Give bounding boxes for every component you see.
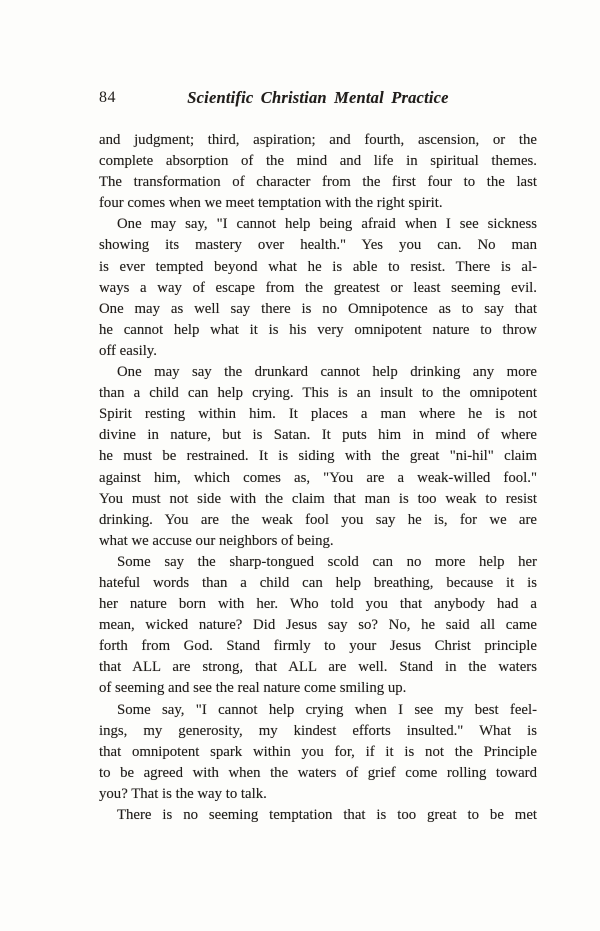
- text-line: and judgment; third, aspiration; and fourth, ascension, or the: [99, 132, 537, 148]
- page-number: 84: [99, 89, 116, 106]
- text-line: than a child can help crying. This is an insult to the omnipotent: [99, 385, 537, 402]
- text-line: forth from God. Stand firmly to your Jesus Christ principle: [99, 638, 537, 655]
- text-line: showing its mastery over health." Yes you can. No man: [99, 237, 537, 254]
- text-line: to be agreed with when the waters of grief come rolling toward: [99, 764, 537, 781]
- text-line: he cannot help what it is his very omnipotent nature to throw: [99, 321, 537, 338]
- paragraph: [99, 214, 537, 362]
- text-line: Some say the sharp-tongued scold can no more help her: [117, 553, 537, 570]
- paragraph: [99, 130, 537, 214]
- text-line: her nature born with her. Who told you that anybody had a: [99, 596, 537, 613]
- text-line: ings, my generosity, my kindest efforts insulted." What is: [99, 722, 537, 739]
- paragraph: [99, 362, 537, 552]
- text-line: what we accuse our neighbors of being.: [99, 532, 334, 549]
- text-line: One may say the drunkard cannot help drinking any more: [117, 364, 537, 381]
- text-line: he must be restrained. It is siding with the great "ni-hil" claim: [99, 448, 537, 465]
- text-line: One may say, "I cannot help being afraid when I see sickness: [117, 216, 537, 233]
- text-line: that omnipotent spark within you for, if it is not the Principle: [99, 743, 537, 760]
- text-line: The transformation of character from the first four to the last: [99, 174, 537, 191]
- page-body: [99, 130, 537, 826]
- text-line: Some say, "I cannot help crying when I see my best feel-: [117, 701, 537, 718]
- text-line: of seeming and see the real nature come smiling up.: [99, 680, 407, 697]
- running-title: Scientific Christian Mental Practice: [187, 88, 449, 107]
- text-line: drinking. You are the weak fool you say he is, for we are: [99, 511, 537, 528]
- text-line: Spirit resting within him. It places a man where he is not: [99, 406, 537, 423]
- text-line: hateful words than a child can help breathing, because it is: [99, 574, 537, 591]
- text-line: divine in nature, but is Satan. It puts him in mind of where: [99, 427, 537, 444]
- text-line: mean, wicked nature? Did Jesus say so? No, he said all came: [99, 617, 537, 634]
- text-line: ways a way of escape from the greatest or least seeming evil.: [99, 279, 537, 296]
- paragraph: [99, 700, 537, 805]
- text-line: One may as well say there is no Omnipotence as to say that: [99, 300, 537, 317]
- text-line: You must not side with the claim that man is too weak to resist: [99, 490, 537, 507]
- text-line: is ever tempted beyond what he is able to resist. There is al-: [99, 258, 537, 275]
- text-line: complete absorption of the mind and life in spiritual themes.: [99, 153, 537, 170]
- text-line: There is no seeming temptation that is too great to be met: [117, 807, 537, 823]
- paragraph: [99, 805, 537, 826]
- text-line: you? That is the way to talk.: [99, 785, 267, 802]
- text-line: that ALL are strong, that ALL are well. Stand in the waters: [99, 659, 537, 676]
- text-line: four comes when we meet temptation with the right spirit.: [99, 195, 443, 212]
- text-line: against him, which comes as, "You are a weak-willed fool.": [99, 469, 537, 486]
- text-line: off easily.: [99, 342, 157, 359]
- paragraph: [99, 552, 537, 700]
- running-header: [99, 88, 537, 108]
